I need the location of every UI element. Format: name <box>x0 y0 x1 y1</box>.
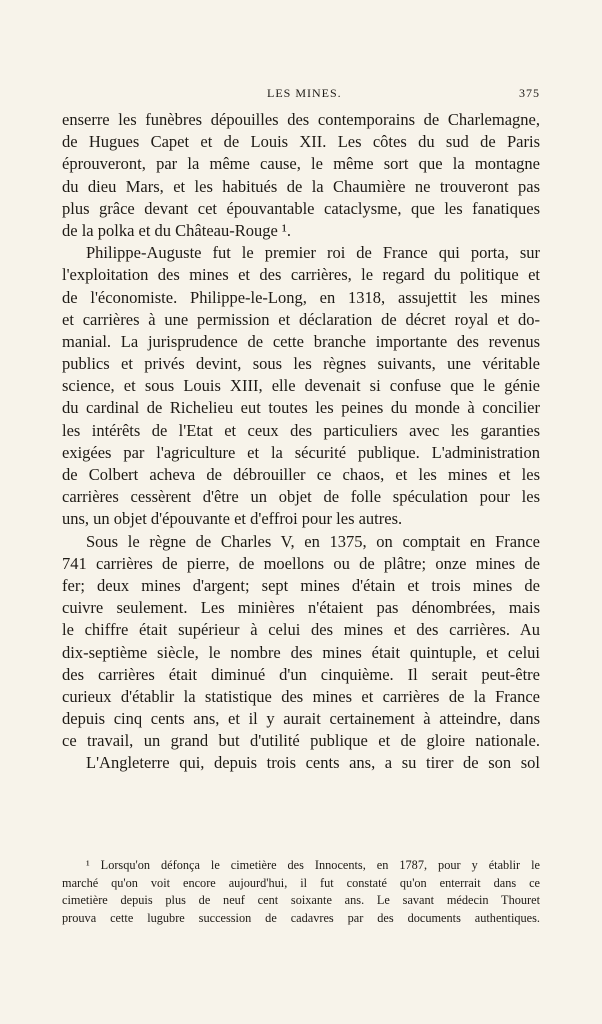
text-line: et carrières à une permission et déclaration de décret royal et do- <box>62 309 540 329</box>
text-line: Sous le règne de Charles V, en 1375, on comptait en France <box>86 531 540 551</box>
text-line: ce travail, un grand but d'utilité publique et de gloire nationale. <box>62 731 540 751</box>
text-line: carrières cessèrent d'être un objet de folle spéculation pour les <box>62 487 540 507</box>
text-line: depuis cinq cents ans, et il y aurait certainement à atteindre, dans <box>62 709 540 729</box>
text-line: manial. La jurisprudence de cette branche importante des revenus <box>62 331 540 351</box>
body-text <box>62 109 540 775</box>
page-number: 375 <box>519 86 540 100</box>
text-line: enserre les funèbres dépouilles des contemporains de Charlemagne, <box>62 110 540 129</box>
text-line: science, et sous Louis XIII, elle devenait si confuse que le génie <box>62 376 540 396</box>
text-line: les intérêts de l'Etat et ceux des particuliers avec les garanties <box>62 420 540 440</box>
text-line: Philippe-Auguste fut le premier roi de France qui porta, sur <box>86 243 540 263</box>
text-line: de l'économiste. Philippe-le-Long, en 1318, assujettit les mines <box>62 287 540 307</box>
running-head <box>62 86 540 104</box>
footnote-line: marché qu'on voit encore aujourd'hui, il fut constaté qu'on enterrait dans ce <box>62 875 540 890</box>
text-line: des carrières était diminué d'un cinquième. Il serait peut-être <box>62 664 540 684</box>
text-line: 741 carrières de pierre, de moellons ou de plâtre; onze mines de <box>62 553 540 573</box>
text-line: du cardinal de Richelieu eut toutes les peines du monde à concilier <box>62 398 540 418</box>
footnote-line: prouva cette lugubre succession de cadavres par des documents authentiques. <box>62 910 540 925</box>
text-line: publics et privés devint, sous les règnes suivants, une véritable <box>62 354 540 374</box>
text-line: l'exploitation des mines et des carrières, le regard du politique et <box>62 265 540 285</box>
text-line: du dieu Mars, et les habitués de la Chaumière ne trouveront pas <box>62 176 540 196</box>
text-line: de Hugues Capet et de Louis XII. Les côtes du sud de Paris <box>62 132 540 152</box>
text-line: plus grâce devant cet épouvantable cataclysme, que les fanatiques <box>62 198 540 218</box>
text-line: exigées par l'agriculture et la sécurité publique. L'administration <box>62 442 540 462</box>
text-line: dix-septième siècle, le nombre des mines était quintuple, et celui <box>62 642 540 662</box>
text-line: de la polka et du Château-Rouge ¹. <box>62 220 292 240</box>
text-line: le chiffre était supérieur à celui des mines et des carrières. Au <box>62 620 540 640</box>
text-line: uns, un objet d'épouvante et d'effroi pour les autres. <box>62 509 403 529</box>
text-line: de Colbert acheva de débrouiller ce chaos, et les mines et les <box>62 465 540 484</box>
text-line: curieux d'établir la statistique des mines et carrières de la France <box>62 686 540 706</box>
text-line: L'Angleterre qui, depuis trois cents ans, a su tirer de son sol <box>86 753 540 773</box>
text-line: cuivre seulement. Les minières n'étaient pas dénombrées, mais <box>62 598 540 618</box>
footnote-line: cimetière depuis plus de neuf cent soixante ans. Le savant médecin Thouret <box>62 893 540 907</box>
footnote <box>62 857 540 927</box>
text-line: fer; deux mines d'argent; sept mines d'étain et trois mines de <box>62 575 540 595</box>
text-line: éprouveront, par la même cause, le même sort que la montagne <box>62 154 540 174</box>
running-title: LES MINES. <box>267 86 342 100</box>
footnote-line: ¹ Lorsqu'on défonça le cimetière des Innocents, en 1787, pour y établir le <box>86 858 540 872</box>
